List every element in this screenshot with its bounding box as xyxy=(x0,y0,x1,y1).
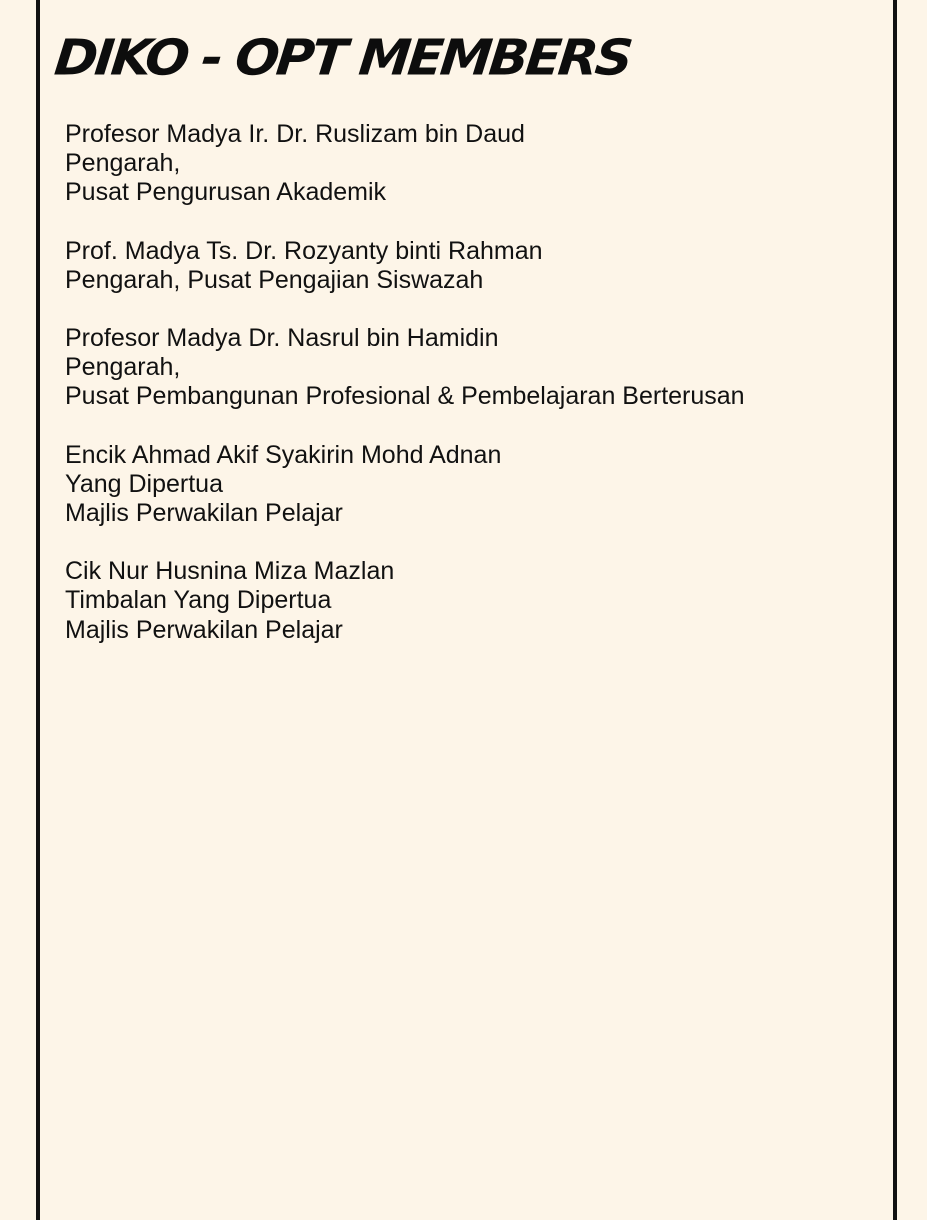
member-department: Pusat Pembangunan Profesional & Pembelajaran Berterusan xyxy=(65,382,745,411)
member-role: Timbalan Yang Dipertua xyxy=(65,586,332,615)
member-name: Profesor Madya Ir. Dr. Ruslizam bin Daud xyxy=(65,120,525,148)
member-role: Pengarah, xyxy=(65,149,181,178)
member-role: Yang Dipertua xyxy=(65,469,223,498)
member-department: Majlis Perwakilan Pelajar xyxy=(65,615,343,644)
member-role: Pengarah, Pusat Pengajian Siswazah xyxy=(65,265,484,294)
member-entry xyxy=(65,324,885,412)
member-name: Profesor Madya Dr. Nasrul bin Hamidin xyxy=(65,324,499,353)
page-title: DIKO - OPT MEMBERS xyxy=(51,29,633,87)
member-department: Majlis Perwakilan Pelajar xyxy=(65,499,343,528)
member-entry xyxy=(65,120,885,208)
member-department: Pusat Pengurusan Akademik xyxy=(65,178,387,207)
member-entry xyxy=(65,557,885,645)
member-name: Encik Ahmad Akif Syakirin Mohd Adnan xyxy=(65,440,502,469)
member-entry xyxy=(65,441,885,529)
member-name: Prof. Madya Ts. Dr. Rozyanty binti Rahman xyxy=(65,236,543,265)
member-role: Pengarah, xyxy=(65,353,181,382)
member-name: Cik Nur Husnina Miza Mazlan xyxy=(65,557,395,586)
member-entry xyxy=(65,237,885,295)
member-list xyxy=(65,120,885,674)
